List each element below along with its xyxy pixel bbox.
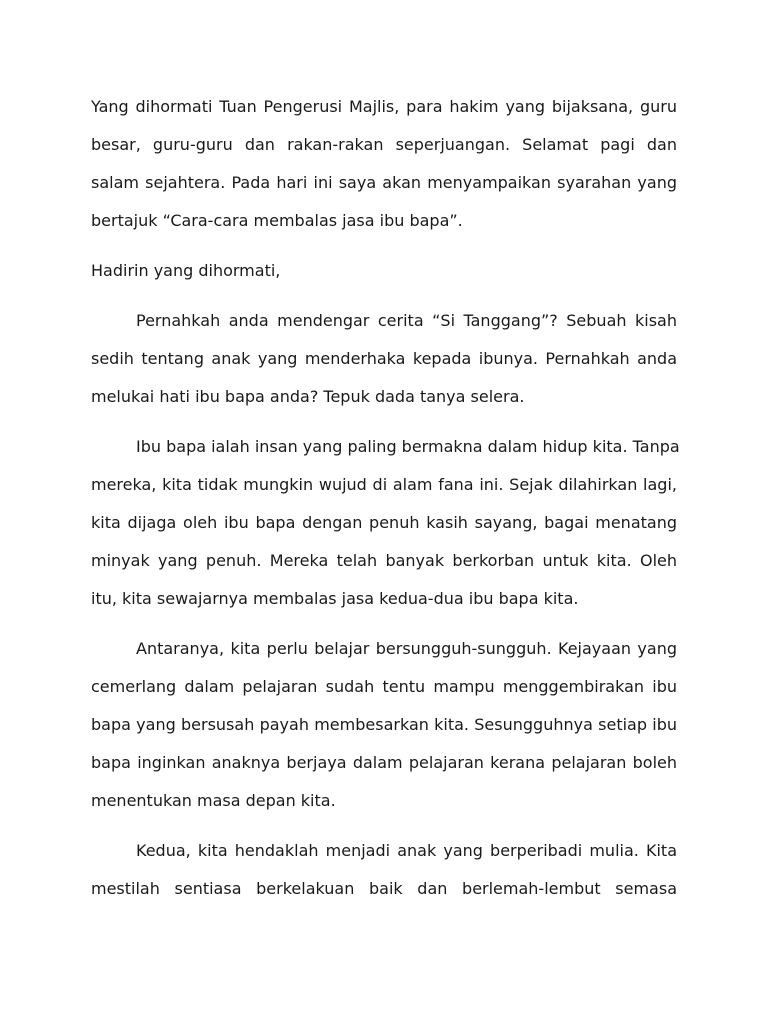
text-line: itu, kita sewajarnya membalas jasa kedua-dua ibu bapa kita.	[91, 589, 579, 608]
text-line: melukai hati ibu bapa anda? Tepuk dada tanya selera.	[91, 387, 525, 406]
speech-text	[91, 88, 680, 908]
text-line: kita dijaga oleh ibu bapa dengan penuh kasih sayang, bagai menatang	[91, 513, 677, 532]
paragraph-address	[91, 252, 677, 290]
text-line: sedih tentang anak yang menderhaka kepada ibunya. Pernahkah anda	[91, 349, 677, 368]
text-line: mestilah sentiasa berkelakuan baik dan berlemah-lembut semasa	[91, 879, 677, 898]
text-line: Antaranya, kita perlu belajar bersungguh-sungguh. Kejayaan yang	[136, 639, 677, 658]
text-line: Kedua, kita hendaklah menjadi anak yang berperibadi mulia. Kita	[136, 841, 677, 860]
paragraph-belajar	[91, 630, 677, 820]
text-line: Yang dihormati Tuan Pengerusi Majlis, para hakim yang bijaksana, guru	[91, 97, 677, 116]
text-line: bapa yang bersusah payah membesarkan kita. Sesungguhnya setiap ibu	[91, 715, 677, 734]
text-line: bertajuk “Cara-cara membalas jasa ibu bapa”.	[91, 211, 463, 230]
paragraph-si-tanggang	[91, 302, 677, 416]
text-line: bapa inginkan anaknya berjaya dalam pelajaran kerana pelajaran boleh	[91, 753, 677, 772]
paragraph-greeting	[91, 88, 677, 240]
text-line: salam sejahtera. Pada hari ini saya akan menyampaikan syarahan yang	[91, 173, 677, 192]
text-line: besar, guru-guru dan rakan-rakan seperjuangan. Selamat pagi dan	[91, 135, 677, 154]
paragraph-peribadi	[91, 832, 677, 908]
text-line: menentukan masa depan kita.	[91, 791, 336, 810]
text-line: Ibu bapa ialah insan yang paling bermakna dalam hidup kita. Tanpa	[136, 437, 680, 456]
text-line: Hadirin yang dihormati,	[91, 261, 281, 280]
text-line: Pernahkah anda mendengar cerita “Si Tanggang”? Sebuah kisah	[136, 311, 677, 330]
text-line: minyak yang penuh. Mereka telah banyak berkorban untuk kita. Oleh	[91, 551, 677, 570]
text-line: mereka, kita tidak mungkin wujud di alam fana ini. Sejak dilahirkan lagi,	[91, 475, 677, 494]
paragraph-ibu-bapa	[91, 428, 680, 618]
text-line: cemerlang dalam pelajaran sudah tentu mampu menggembirakan ibu	[91, 677, 677, 696]
